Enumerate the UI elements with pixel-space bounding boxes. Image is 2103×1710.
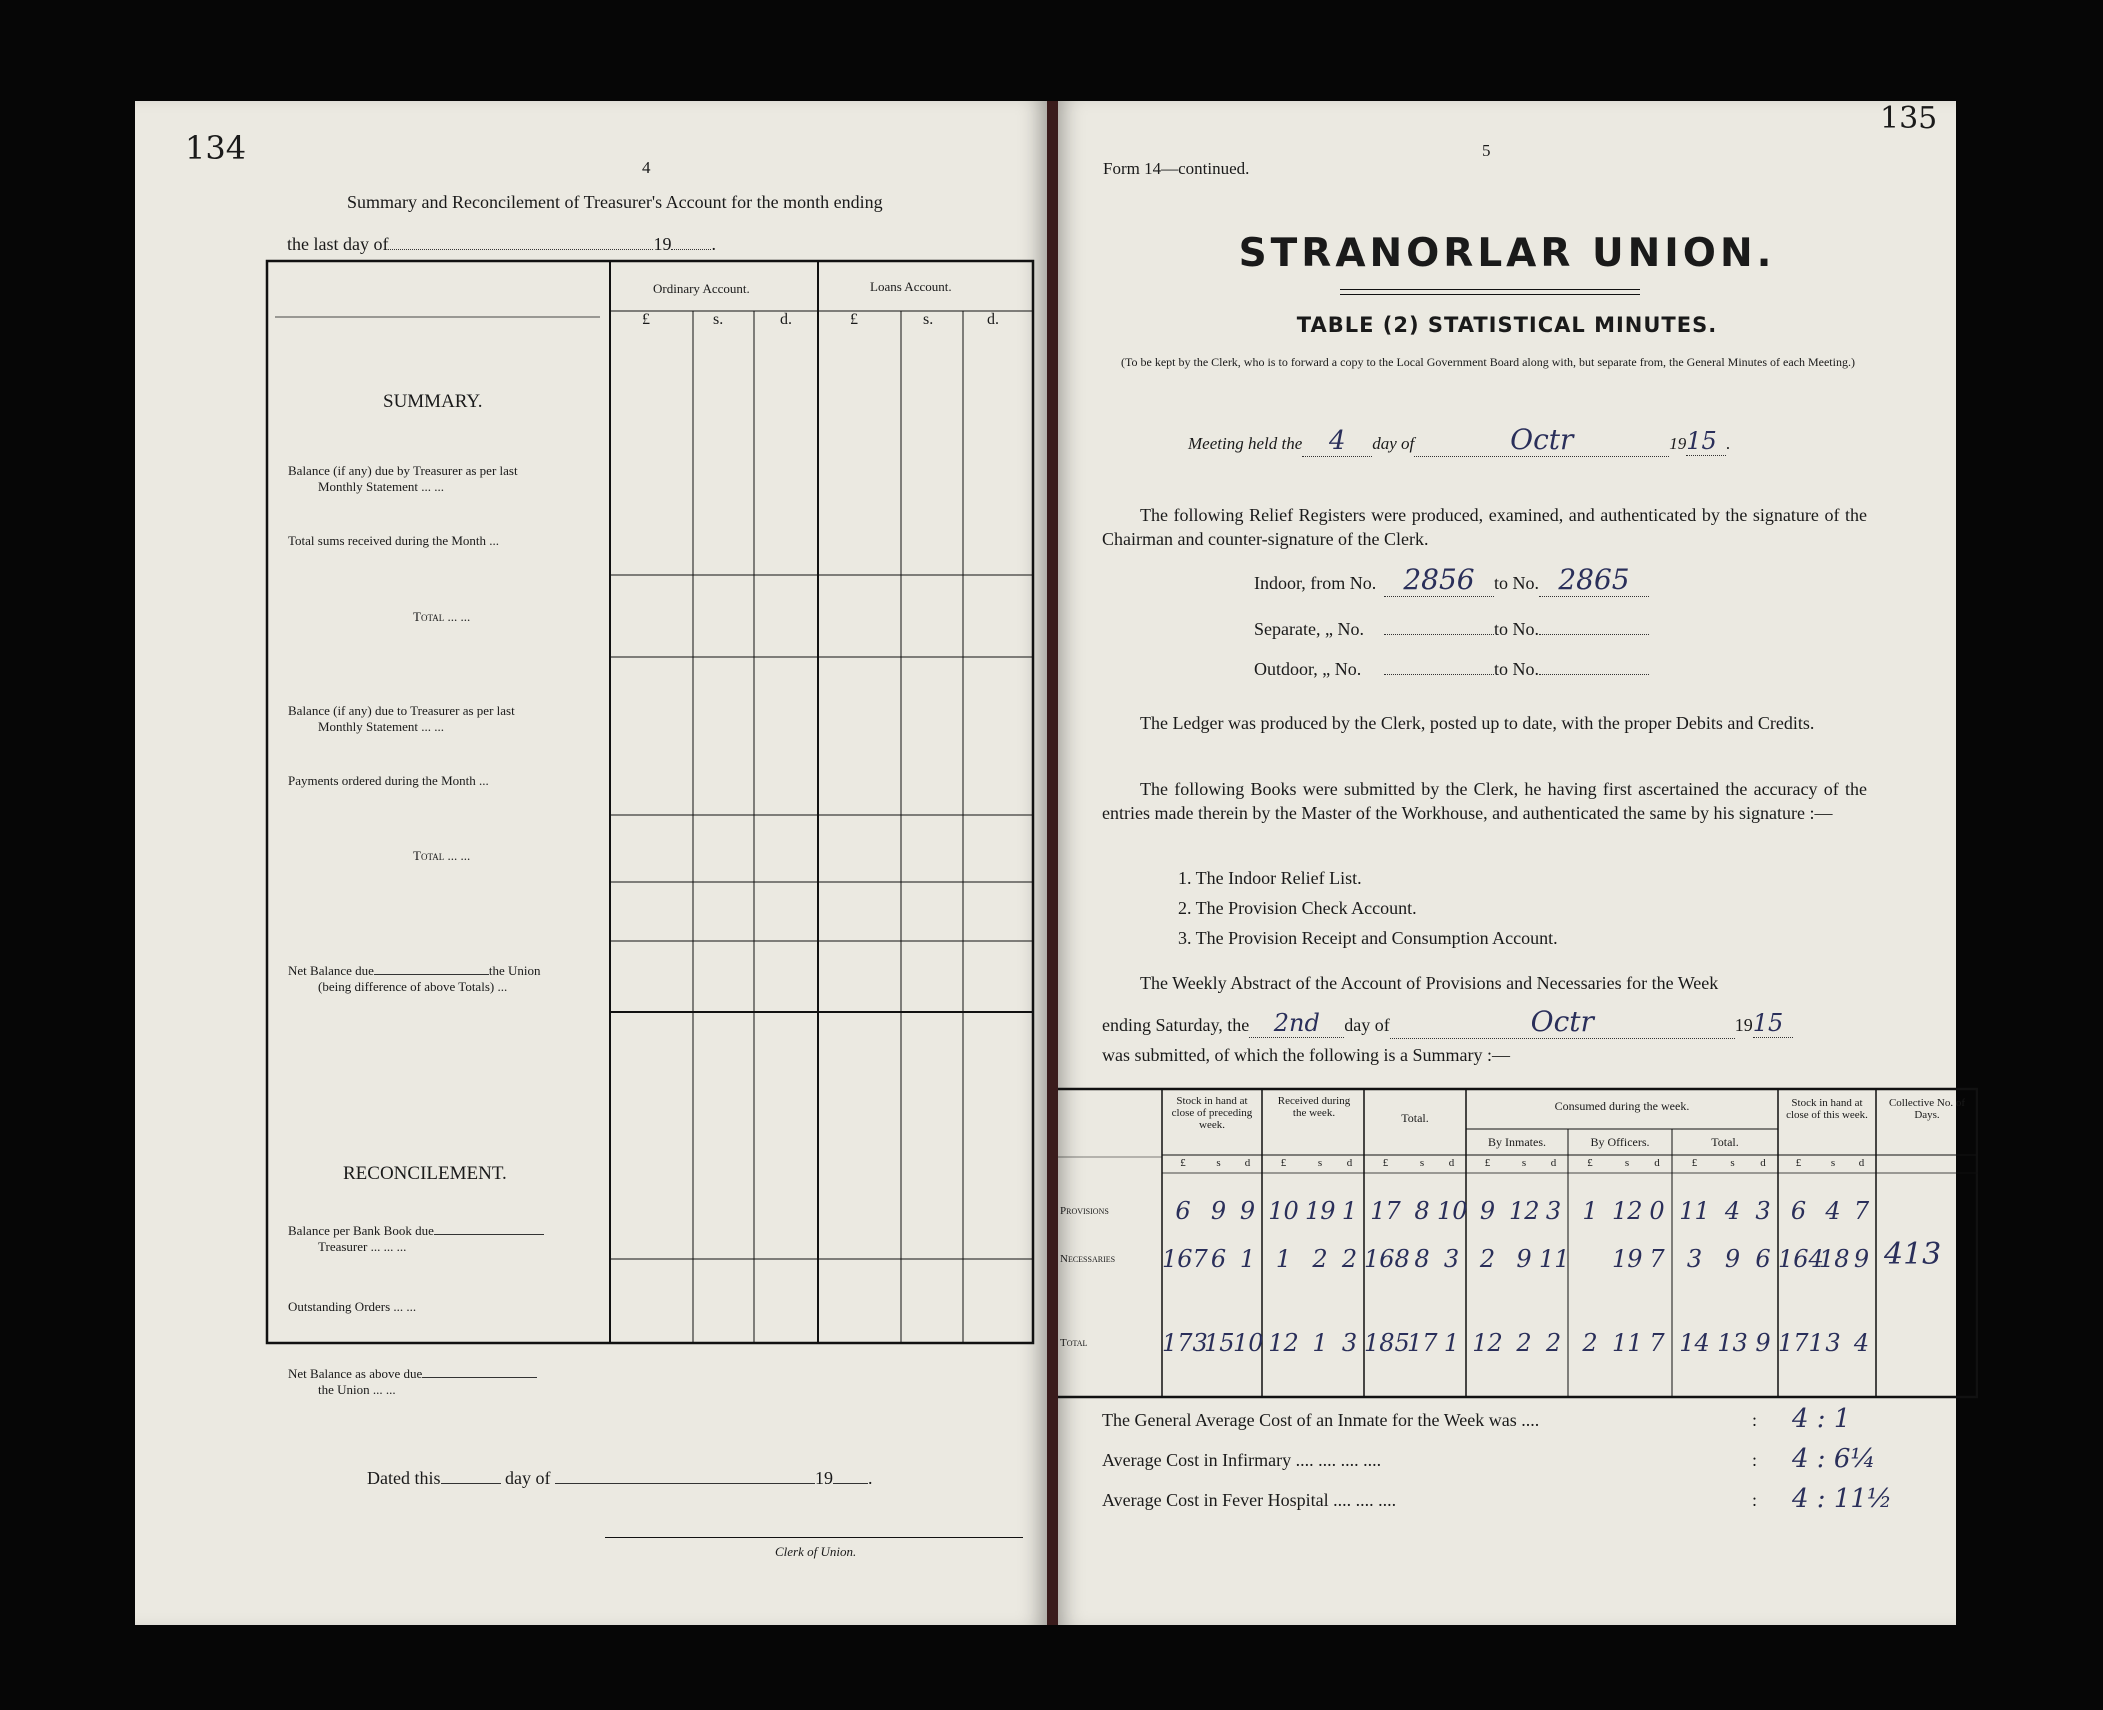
abstract-cell: 3: [1545, 1197, 1562, 1225]
lsd-header-cell: d: [1346, 1157, 1353, 1169]
abstract-cell: 7: [1649, 1245, 1665, 1273]
meeting-prefix: Meeting held the: [1188, 434, 1303, 453]
abstract-cell: 9: [1239, 1197, 1256, 1225]
register-from: 2856: [1403, 563, 1475, 596]
dated-year: 19: [814, 1468, 833, 1488]
abstract-cell: 2: [1341, 1245, 1358, 1273]
abstract-cell: 13: [1717, 1329, 1748, 1357]
abstract-cell: 9: [1479, 1197, 1496, 1225]
clerk-note: (To be kept by the Clerk, who is to forward a copy to the Local Government Board along with, but separate from, the General Minutes of each Meeting.): [1121, 355, 1855, 369]
lsd-header-cell: d: [1244, 1157, 1251, 1169]
register-to: [1539, 634, 1649, 635]
lsd-header-cell: s: [1730, 1157, 1735, 1169]
meeting-year-prefix: 19: [1669, 434, 1687, 453]
abstract-cell: 167: [1162, 1245, 1208, 1273]
row-text: (being difference of above Totals) ...: [318, 979, 508, 994]
lsd-header-cell: £: [1280, 1157, 1287, 1169]
clerk-signature-line: [605, 1537, 1023, 1538]
form-ref: Form 14—continued.: [1103, 159, 1250, 178]
weekly-day: 2nd: [1273, 1009, 1320, 1037]
lsd-header-cell: d: [1760, 1157, 1766, 1169]
average-row: The General Average Cost of an Inmate for the Week was .... : 4 : 1: [1102, 1404, 1851, 1434]
row-balance-due-by: [288, 463, 588, 495]
abstract-cell: 164: [1778, 1245, 1824, 1273]
abstract-cell: 19: [1612, 1245, 1643, 1273]
average-value: 4 : 1: [1792, 1404, 1851, 1434]
abstract-row-label: Total: [1060, 1337, 1088, 1349]
weekly-month: Octr: [1530, 1005, 1594, 1038]
register-from: [1384, 634, 1494, 635]
lsd-header-cell: d: [1550, 1157, 1557, 1169]
hdr-by-officers: By Officers.: [1590, 1135, 1650, 1149]
ledger-paragraph: The Ledger was produced by the Clerk, posted up to date, with the proper Debits and Credits.: [1140, 713, 1815, 733]
row-payments-ordered: Payments ordered during the Month ...: [288, 773, 489, 788]
meeting-day-label: day of: [1372, 434, 1415, 453]
abstract-cell: 185: [1364, 1329, 1410, 1357]
register-label: Separate, „ No.: [1254, 619, 1364, 639]
right-page-number: 5: [1482, 141, 1491, 160]
abstract-cell: 6: [1210, 1245, 1227, 1273]
hdr-stock-close: Stock in hand at close of this week.: [1786, 1097, 1868, 1121]
abstract-cell: 19: [1305, 1197, 1336, 1225]
lsd-header-cell: s: [1521, 1157, 1527, 1169]
loan-pounds: £: [850, 311, 858, 328]
hdr-consumed-total: Total.: [1711, 1135, 1739, 1149]
register-label: Indoor, from No.: [1254, 573, 1377, 593]
abstract-cell: 1: [1443, 1329, 1460, 1357]
meeting-year: 15: [1686, 427, 1717, 455]
abstract-cell: 17: [1370, 1197, 1401, 1225]
abstract-cell: 10: [1268, 1197, 1299, 1225]
ord-pounds: £: [642, 311, 650, 328]
heading-prefix: the last day of: [287, 234, 389, 254]
lsd-header-cell: s: [1830, 1157, 1836, 1169]
left-page: [135, 101, 1047, 1625]
abstract-cell: 2: [1545, 1329, 1562, 1357]
right-folio: 135: [1880, 101, 1938, 136]
registers-paragraph: The following Relief Registers were produced, examined, and authenticated by the signature of the Chairman and counter-signature of the Clerk.: [1102, 505, 1867, 549]
abstract-table: [1058, 1087, 1978, 1399]
lsd-header-cell: £: [1795, 1157, 1802, 1169]
average-row: Average Cost in Fever Hospital .... .... .... : 4 : 11½: [1102, 1484, 1893, 1514]
books-list: [1178, 863, 1558, 953]
register-separate: [1254, 619, 1649, 640]
heading-year: 19: [653, 234, 672, 254]
loan-pence: d.: [987, 311, 999, 328]
row-total-2: Total ... ...: [413, 848, 471, 863]
register-to: 2865: [1558, 563, 1630, 596]
weekly-year: 15: [1752, 1009, 1784, 1037]
abstract-cell: 7: [1649, 1329, 1665, 1357]
meeting-day: 4: [1328, 426, 1346, 456]
abstract-cell: 1: [1341, 1197, 1358, 1225]
hdr-consumed: Consumed during the week.: [1554, 1099, 1690, 1113]
ordinary-account-header: Ordinary Account.: [653, 281, 750, 296]
register-outdoor: [1254, 659, 1649, 680]
weekly-day-label: day of: [1344, 1015, 1390, 1035]
lsd-header-cell: s: [1216, 1157, 1221, 1169]
abstract-cell: 3: [1755, 1197, 1771, 1225]
row-outstanding: Outstanding Orders ... ...: [288, 1299, 417, 1314]
abstract-cell: 3: [1825, 1329, 1841, 1357]
abstract-cell: 8: [1414, 1245, 1430, 1273]
abstract-cell: 2: [1582, 1329, 1598, 1357]
title-rule: [1340, 289, 1640, 295]
abstract-cell: 2: [1516, 1329, 1532, 1357]
abstract-cell: 7: [1853, 1197, 1870, 1225]
lsd-header-cell: £: [1484, 1157, 1491, 1169]
abstract-cell: 6: [1755, 1245, 1771, 1273]
abstract-cell: 10: [1437, 1197, 1468, 1225]
abstract-cell: 9: [1755, 1329, 1771, 1357]
row-total-received: Total sums received during the Month ...: [288, 533, 500, 548]
abstract-cell: 3: [1443, 1245, 1460, 1273]
average-label: Average Cost in Fever Hospital .... .... ....: [1102, 1490, 1397, 1510]
register-from: [1384, 674, 1494, 675]
average-label: The General Average Cost of an Inmate for the Week was ....: [1102, 1410, 1540, 1430]
dated-prefix: Dated this: [367, 1468, 441, 1488]
register-to-label: to No.: [1494, 619, 1539, 639]
left-heading-line2: the last day of 19 .: [287, 234, 716, 254]
row-text: Balance (if any) due to Treasurer as per last: [288, 703, 515, 718]
row-total-1: Total ... ...: [413, 609, 471, 624]
abstract-cell: 1: [1582, 1197, 1598, 1225]
average-value: 4 : 6¼: [1792, 1444, 1876, 1474]
dated-day: day of: [505, 1468, 551, 1488]
clerk-label: Clerk of Union.: [775, 1544, 857, 1559]
row-text: Monthly Statement ... ...: [318, 479, 445, 494]
left-heading-line1: Summary and Reconcilement of Treasurer's Account for the month ending: [347, 192, 883, 212]
lsd-header-cell: £: [1587, 1157, 1593, 1169]
abstract-cell: 1: [1275, 1245, 1292, 1273]
left-page-number: 4: [642, 158, 651, 177]
weekly-year-prefix: 19: [1734, 1015, 1753, 1035]
table-subtitle: TABLE (2) STATISTICAL MINUTES.: [1296, 313, 1718, 337]
abstract-cell: 11: [1612, 1329, 1643, 1357]
reconcilement-title: RECONCILEMENT.: [343, 1163, 507, 1184]
row-net-balance: [288, 963, 598, 995]
abstract-cell: 2: [1479, 1245, 1496, 1273]
register-indoor: [1254, 563, 1649, 597]
abstract-cell: 10: [1233, 1329, 1264, 1357]
books-paragraph: The following Books were submitted by the Clerk, he having first ascertained the accuracy of the entries made therein by the Master of the Workhouse, and authenticated the same by his signature :—: [1102, 779, 1867, 823]
register-label: Outdoor, „ No.: [1254, 659, 1362, 679]
abstract-cell: 9: [1210, 1197, 1227, 1225]
book-item: 3. The Provision Receipt and Consumption Account.: [1178, 928, 1558, 948]
loans-account-header: Loans Account.: [870, 279, 952, 294]
book-item: 2. The Provision Check Account.: [1178, 898, 1417, 918]
register-to-label: to No.: [1494, 659, 1539, 679]
abstract-cell: 1: [1312, 1329, 1328, 1357]
left-table-frame: [265, 259, 1065, 1349]
row-text: Net Balance as above due: [288, 1366, 423, 1381]
abstract-row-label: Provisions: [1060, 1205, 1109, 1217]
abstract-cell: 9: [1724, 1245, 1741, 1273]
abstract-cell: 4: [1724, 1197, 1741, 1225]
row-net-above: [288, 1366, 598, 1398]
lsd-header-cell: £: [1180, 1157, 1186, 1169]
averages: [1102, 1404, 1922, 1530]
left-folio: 134: [185, 129, 247, 167]
hdr-by-inmates: By Inmates.: [1488, 1135, 1546, 1149]
hdr-stock-open: Stock in hand at close of preceding week.: [1171, 1095, 1253, 1131]
abstract-cell: 173: [1162, 1329, 1208, 1357]
abstract-cell: 171: [1778, 1329, 1824, 1357]
meeting-month: Octr: [1510, 423, 1574, 456]
row-text: the Union: [488, 963, 541, 978]
row-text: Balance per Bank Book due: [288, 1223, 434, 1238]
weekly-line3: was submitted, of which the following is a Summary :—: [1102, 1045, 1510, 1065]
abstract-cell: 4: [1825, 1197, 1841, 1225]
loan-shillings: s.: [923, 311, 934, 328]
abstract-cell: 18: [1819, 1245, 1850, 1273]
summary-title: SUMMARY.: [383, 391, 483, 412]
lsd-header-cell: £: [1691, 1157, 1698, 1169]
abstract-cell: 11: [1679, 1197, 1710, 1225]
abstract-cell: 3: [1686, 1245, 1703, 1273]
average-label: Average Cost in Infirmary .... .... .... ....: [1102, 1450, 1382, 1470]
ord-pence: d.: [780, 311, 792, 328]
row-text: Monthly Statement ... ...: [318, 719, 445, 734]
row-text: the Union ... ...: [318, 1382, 396, 1397]
abstract-cell: 2: [1312, 1245, 1328, 1273]
hdr-received: Received during the week.: [1277, 1095, 1351, 1119]
abstract-cell: 6: [1790, 1197, 1807, 1225]
register-to-label: to No.: [1494, 573, 1539, 593]
abstract-cell: 1: [1239, 1245, 1256, 1273]
abstract-row-label: Necessaries: [1060, 1253, 1116, 1265]
lsd-header-cell: d: [1858, 1157, 1865, 1169]
abstract-cell: 17: [1407, 1329, 1438, 1357]
abstract-cell: 14: [1679, 1329, 1710, 1357]
collective-days-value: 413: [1884, 1237, 1942, 1272]
abstract-cell: 12: [1509, 1197, 1540, 1225]
lsd-header-cell: s: [1317, 1157, 1323, 1169]
book-item: 1. The Indoor Relief List.: [1178, 868, 1362, 888]
meeting-line: Meeting held the 4 day of Octr 1915 .: [1188, 423, 1731, 456]
weekly-line2: [1102, 1005, 1793, 1039]
abstract-cell: 12: [1472, 1329, 1503, 1357]
abstract-cell: 0: [1649, 1197, 1665, 1225]
abstract-cell: 15: [1204, 1329, 1235, 1357]
union-title: STRANORLAR UNION.: [1238, 231, 1776, 276]
abstract-cell: 11: [1539, 1245, 1570, 1273]
lsd-header-cell: d: [1654, 1157, 1660, 1169]
lsd-header-cell: d: [1448, 1157, 1455, 1169]
right-page: [1058, 101, 1966, 1625]
weekly-prefix: ending Saturday, the: [1102, 1015, 1250, 1035]
abstract-cell: 6: [1175, 1197, 1191, 1225]
lsd-header-cell: s: [1624, 1157, 1630, 1169]
hdr-total: Total.: [1401, 1111, 1429, 1125]
row-bank-book: [288, 1223, 598, 1255]
abstract-cell: 4: [1853, 1329, 1870, 1357]
row-text: Net Balance due: [288, 963, 374, 978]
average-value: 4 : 11½: [1792, 1484, 1893, 1514]
abstract-cell: 8: [1414, 1197, 1430, 1225]
average-row: Average Cost in Infirmary .... .... .... .... : 4 : 6¼: [1102, 1444, 1876, 1474]
row-text: Balance (if any) due by Treasurer as per last: [288, 463, 518, 478]
ord-shillings: s.: [713, 311, 724, 328]
abstract-cell: 9: [1516, 1245, 1532, 1273]
abstract-cell: 12: [1268, 1329, 1299, 1357]
dated-line: Dated this day of 19 .: [367, 1468, 873, 1488]
row-text: Treasurer ... ... ...: [318, 1239, 407, 1254]
register-to: [1539, 674, 1649, 675]
abstract-cell: 9: [1853, 1245, 1870, 1273]
lsd-header-cell: £: [1382, 1157, 1389, 1169]
abstract-cell: 12: [1612, 1197, 1643, 1225]
lsd-header-cell: s: [1419, 1157, 1425, 1169]
hdr-days: Collective No. of Days.: [1888, 1097, 1966, 1121]
abstract-cell: 168: [1364, 1245, 1410, 1273]
row-balance-due-to: [288, 703, 588, 735]
abstract-cell: 3: [1341, 1329, 1358, 1357]
weekly-line1: The Weekly Abstract of the Account of Provisions and Necessaries for the Week: [1140, 973, 1719, 993]
